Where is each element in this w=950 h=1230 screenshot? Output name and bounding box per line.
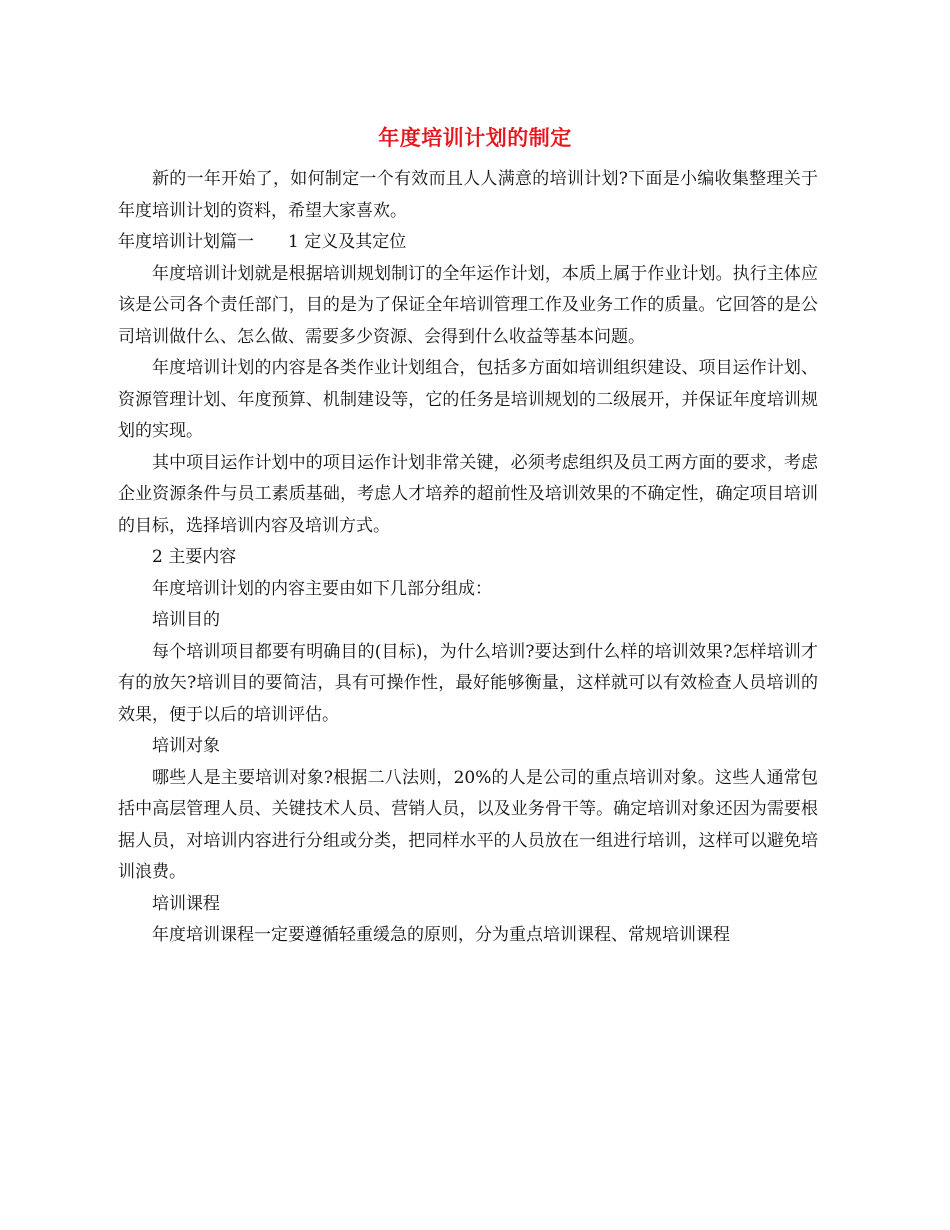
section-heading-1: 年度培训计划篇一 1 定义及其定位 xyxy=(118,232,407,252)
subheading-purpose: 培训目的 xyxy=(152,610,220,630)
paragraph-definition: 年度培训计划就是根据培训规划制订的全年运作计划，本质上属于作业计划。执行主体应该是公司各个责任部门，目的是为了保证全年培训管理工作及业务工作的质量。它回答的是公司培训做什么、怎么做、需要多少资源、会得到什么收益等基本问题。 xyxy=(118,263,818,347)
paragraph-intro: 新的一年开始了，如何制定一个有效而且人人满意的培训计划?下面是小编收集整理关于年度培训计划的资料，希望大家喜欢。 xyxy=(118,169,818,221)
paragraph-audience: 哪些人是主要培训对象?根据二八法则，20%的人是公司的重点培训对象。这些人通常包括中高层管理人员、关键技术人员、营销人员，以及业务骨干等。确定培训对象还因为需要根据人员，对培训内容进行分组或分类，把同样水平的人员放在一组进行培训，这样可以避免培训浪费。 xyxy=(118,767,818,882)
paragraph-content-composition: 年度培训计划的内容是各类作业计划组合，包括多方面如培训组织建设、项目运作计划、资源管理计划、年度预算、机制建设等，它的任务是培训规划的二级展开，并保证年度培训规划的实现。 xyxy=(118,358,818,441)
paragraph-courses: 年度培训课程一定要遵循轻重缓急的原则，分为重点培训课程、常规培训课程 xyxy=(152,925,730,945)
document-body xyxy=(118,164,818,952)
section-heading-2: 2 主要内容 xyxy=(152,547,237,567)
paragraph-main-parts: 年度培训计划的内容主要由如下几部分组成： xyxy=(152,578,492,599)
subheading-audience: 培训对象 xyxy=(152,736,220,756)
document-title: 年度培训计划的制定 xyxy=(378,126,572,150)
paragraph-purpose: 每个培训项目都要有明确目的(目标)，为什么培训?要达到什么样的培训效果?怎样培训才有的放矢?培训目的要简洁，具有可操作性，最好能够衡量，这样就可以有效检查人员培训的效果，便于以后的培训评估。 xyxy=(118,641,818,725)
subheading-courses: 培训课程 xyxy=(152,893,220,914)
paragraph-project-plan: 其中项目运作计划中的项目运作计划非常关键，必须考虑组织及员工两方面的要求，考虑企业资源条件与员工素质基础，考虑人才培养的超前性及培训效果的不确定性，确定项目培训的目标，选择培训内容及培训方式。 xyxy=(118,452,818,536)
